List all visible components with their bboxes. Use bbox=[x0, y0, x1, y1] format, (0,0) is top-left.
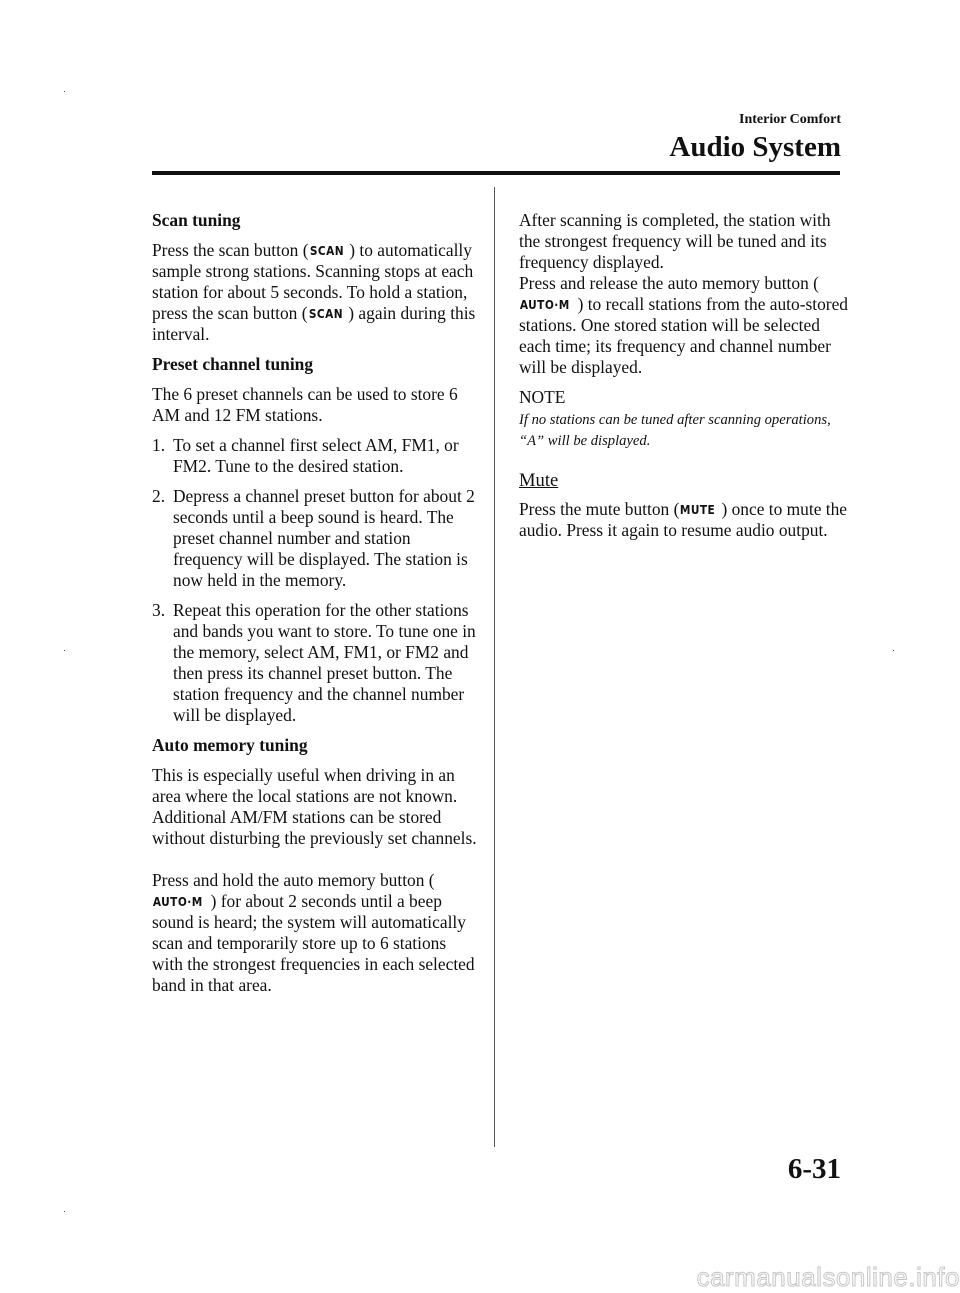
auto-memory-button-icon: AUTO·M bbox=[152, 895, 203, 909]
auto-memory-paragraph: This is especially useful when driving in an area where the local stations are not known. Additional AM/FM stations can be stored without disturbing the previously set channels. bbox=[152, 765, 477, 848]
right-column bbox=[519, 210, 849, 550]
scan-button-icon: SCAN bbox=[309, 244, 344, 258]
list-item: 1. To set a channel first select AM, FM1, or FM2. Tune to the desired station. bbox=[152, 435, 459, 476]
note-title: NOTE bbox=[519, 387, 566, 407]
mute-paragraph: Press the mute button (MUTE ) once to mute the audio. Press it again to resume audio output. bbox=[519, 499, 848, 540]
left-column bbox=[152, 210, 477, 1005]
preset-steps bbox=[152, 435, 477, 726]
auto-memory-button-icon: AUTO·M bbox=[519, 298, 570, 312]
section-title: Interior Comfort bbox=[739, 112, 841, 127]
auto-memory-hold-paragraph: Press and hold the auto memory button (AUTO·M ) for about 2 seconds until a beep sound is heard; the system will automatically scan and temporarily store up to 6 stations with the strongest frequencies in each selected band in that area. bbox=[152, 870, 475, 995]
scan-tuning-heading: Scan tuning bbox=[152, 210, 241, 230]
scan-tuning-paragraph: Press the scan button (SCAN ) to automatically sample strong stations. Scanning stops at each station for about 5 seconds. To hold a station, press the scan button (SCAN ) again during this interval. bbox=[152, 240, 476, 344]
list-item: 2. Depress a channel preset button for about 2 seconds until a beep sound is heard. The preset channel number and station frequency will be displayed. The station is now held in the memory. bbox=[152, 486, 475, 590]
crop-mark bbox=[64, 650, 65, 651]
chapter-title: Audio System bbox=[669, 131, 841, 163]
column-divider bbox=[494, 187, 495, 1147]
mute-button-icon: MUTE bbox=[680, 503, 716, 517]
watermark: carmanualsonline.info bbox=[696, 1262, 960, 1292]
auto-memory-recall-paragraph: Press and release the auto memory button (AUTO·M ) to recall stations from the auto-stored stations. One stored station will be selected each time; its frequency and channel number will be displayed. bbox=[519, 273, 849, 377]
page-header bbox=[600, 112, 841, 164]
page-number: 6-31 bbox=[787, 1153, 841, 1185]
scan-complete-paragraph: After scanning is completed, the station with the strongest frequency will be tuned and its frequency displayed. bbox=[519, 210, 831, 272]
preset-tuning-heading: Preset channel tuning bbox=[152, 354, 314, 374]
header-rule bbox=[152, 171, 840, 175]
crop-mark bbox=[64, 1211, 65, 1212]
list-item: 3. Repeat this operation for the other stations and bands you want to store. To tune one in the memory, select AM, FM1, or FM2 and then press its channel preset button. The station frequency and the channel number will be displayed. bbox=[152, 600, 476, 725]
crop-mark bbox=[893, 650, 894, 651]
preset-tuning-intro: The 6 preset channels can be used to store 6 AM and 12 FM stations. bbox=[152, 384, 458, 425]
auto-memory-heading: Auto memory tuning bbox=[152, 735, 308, 755]
note-text: If no stations can be tuned after scanning operations, “A” will be displayed. bbox=[519, 412, 831, 449]
mute-heading: Mute bbox=[519, 470, 559, 491]
crop-mark bbox=[64, 91, 65, 92]
scan-button-icon: SCAN bbox=[308, 307, 343, 321]
